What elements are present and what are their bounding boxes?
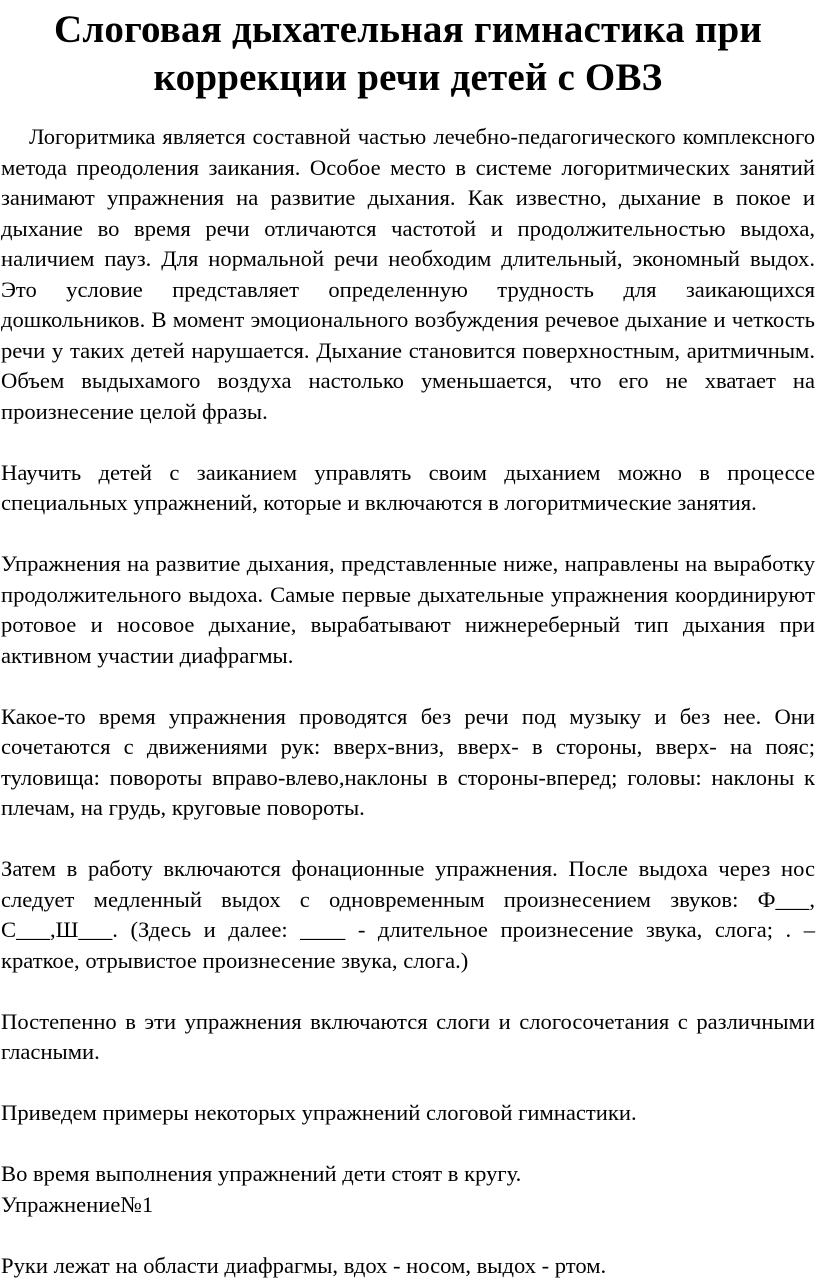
line-stand-in-circle: Во время выполнения упражнений дети стоят в кругу. [1,1159,815,1190]
paragraph-gap [1,824,815,855]
paragraph-breathing-exercises: Упражнения на развитие дыхания, представленные ниже, направлены на выработку продолжительного выдоха. Самые первые дыхательные упражнения координируют ротовое и носовое дыхание, вырабатывают нижнереберный тип дыхания при активном участии диафрагмы. [1,549,815,671]
paragraph-gap [1,427,815,458]
exercise-heading: Упражнение№1 [1,1190,815,1221]
paragraph-gap [1,519,815,550]
paragraph-examples: Приведем примеры некоторых упражнений слоговой гимнастики. [1,1098,815,1129]
document-title: Слоговая дыхательная гимнастика при коррекции речи детей с ОВЗ [1,6,815,102]
paragraph-gap [1,1220,815,1251]
paragraph-logorhythmics: Логоритмика является составной частью лечебно-педагогического комплексного метода преодоления заикания. Особое место в системе логоритмических занятий занимают упражнения на развитие дыхания. Как известно, дыхание в покое и дыхание во время речи отличаются частотой и продолжительностью выдоха, наличием пауз. Для нормальной речи необходим длительный, экономный выдох. Это условие представляет определенную трудность для заикающихся дошкольников. В момент эмоционального возбуждения речевое дыхание и четкость речи у таких детей нарушается. Дыхание становится поверхностным, аритмичным. Объем выдыхамого воздуха настолько уменьшается, что его не хватает на произнесение целой фразы. [1,122,815,427]
line-hands-diaphragm: Руки лежат на области диафрагмы, вдох - носом, выдох - ртом. [1,1251,815,1281]
paragraph-teach-children: Научить детей с заиканием управлять своим дыханием можно в процессе специальных упражнений, которые и включаются в логоритмические занятия. [1,458,815,519]
document-body [1,122,815,1281]
paragraph-gap [1,1129,815,1160]
paragraph-syllables: Постепенно в эти упражнения включаются слоги и слогосочетания с различными гласными. [1,1007,815,1068]
paragraph-movements: Какое-то время упражнения проводятся без речи под музыку и без нее. Они сочетаются с движениями рук: вверх-вниз, вверх- в стороны, вверх- на пояс; туловища: повороты вправо-влево,наклоны в стороны-вперед; головы: наклоны к плечам, на грудь, круговые повороты. [1,702,815,824]
paragraph-gap [1,671,815,702]
paragraph-gap [1,976,815,1007]
paragraph-gap [1,1068,815,1099]
paragraph-phonation: Затем в работу включаются фонационные упражнения. После выдоха через нос следует медленный выдох с одновременным произнесением звуков: Ф___, С___,Ш___. (Здесь и далее: ____ - длительное произнесение звука, слога; . – краткое, отрывистое произнесение звука, слога.) [1,854,815,976]
